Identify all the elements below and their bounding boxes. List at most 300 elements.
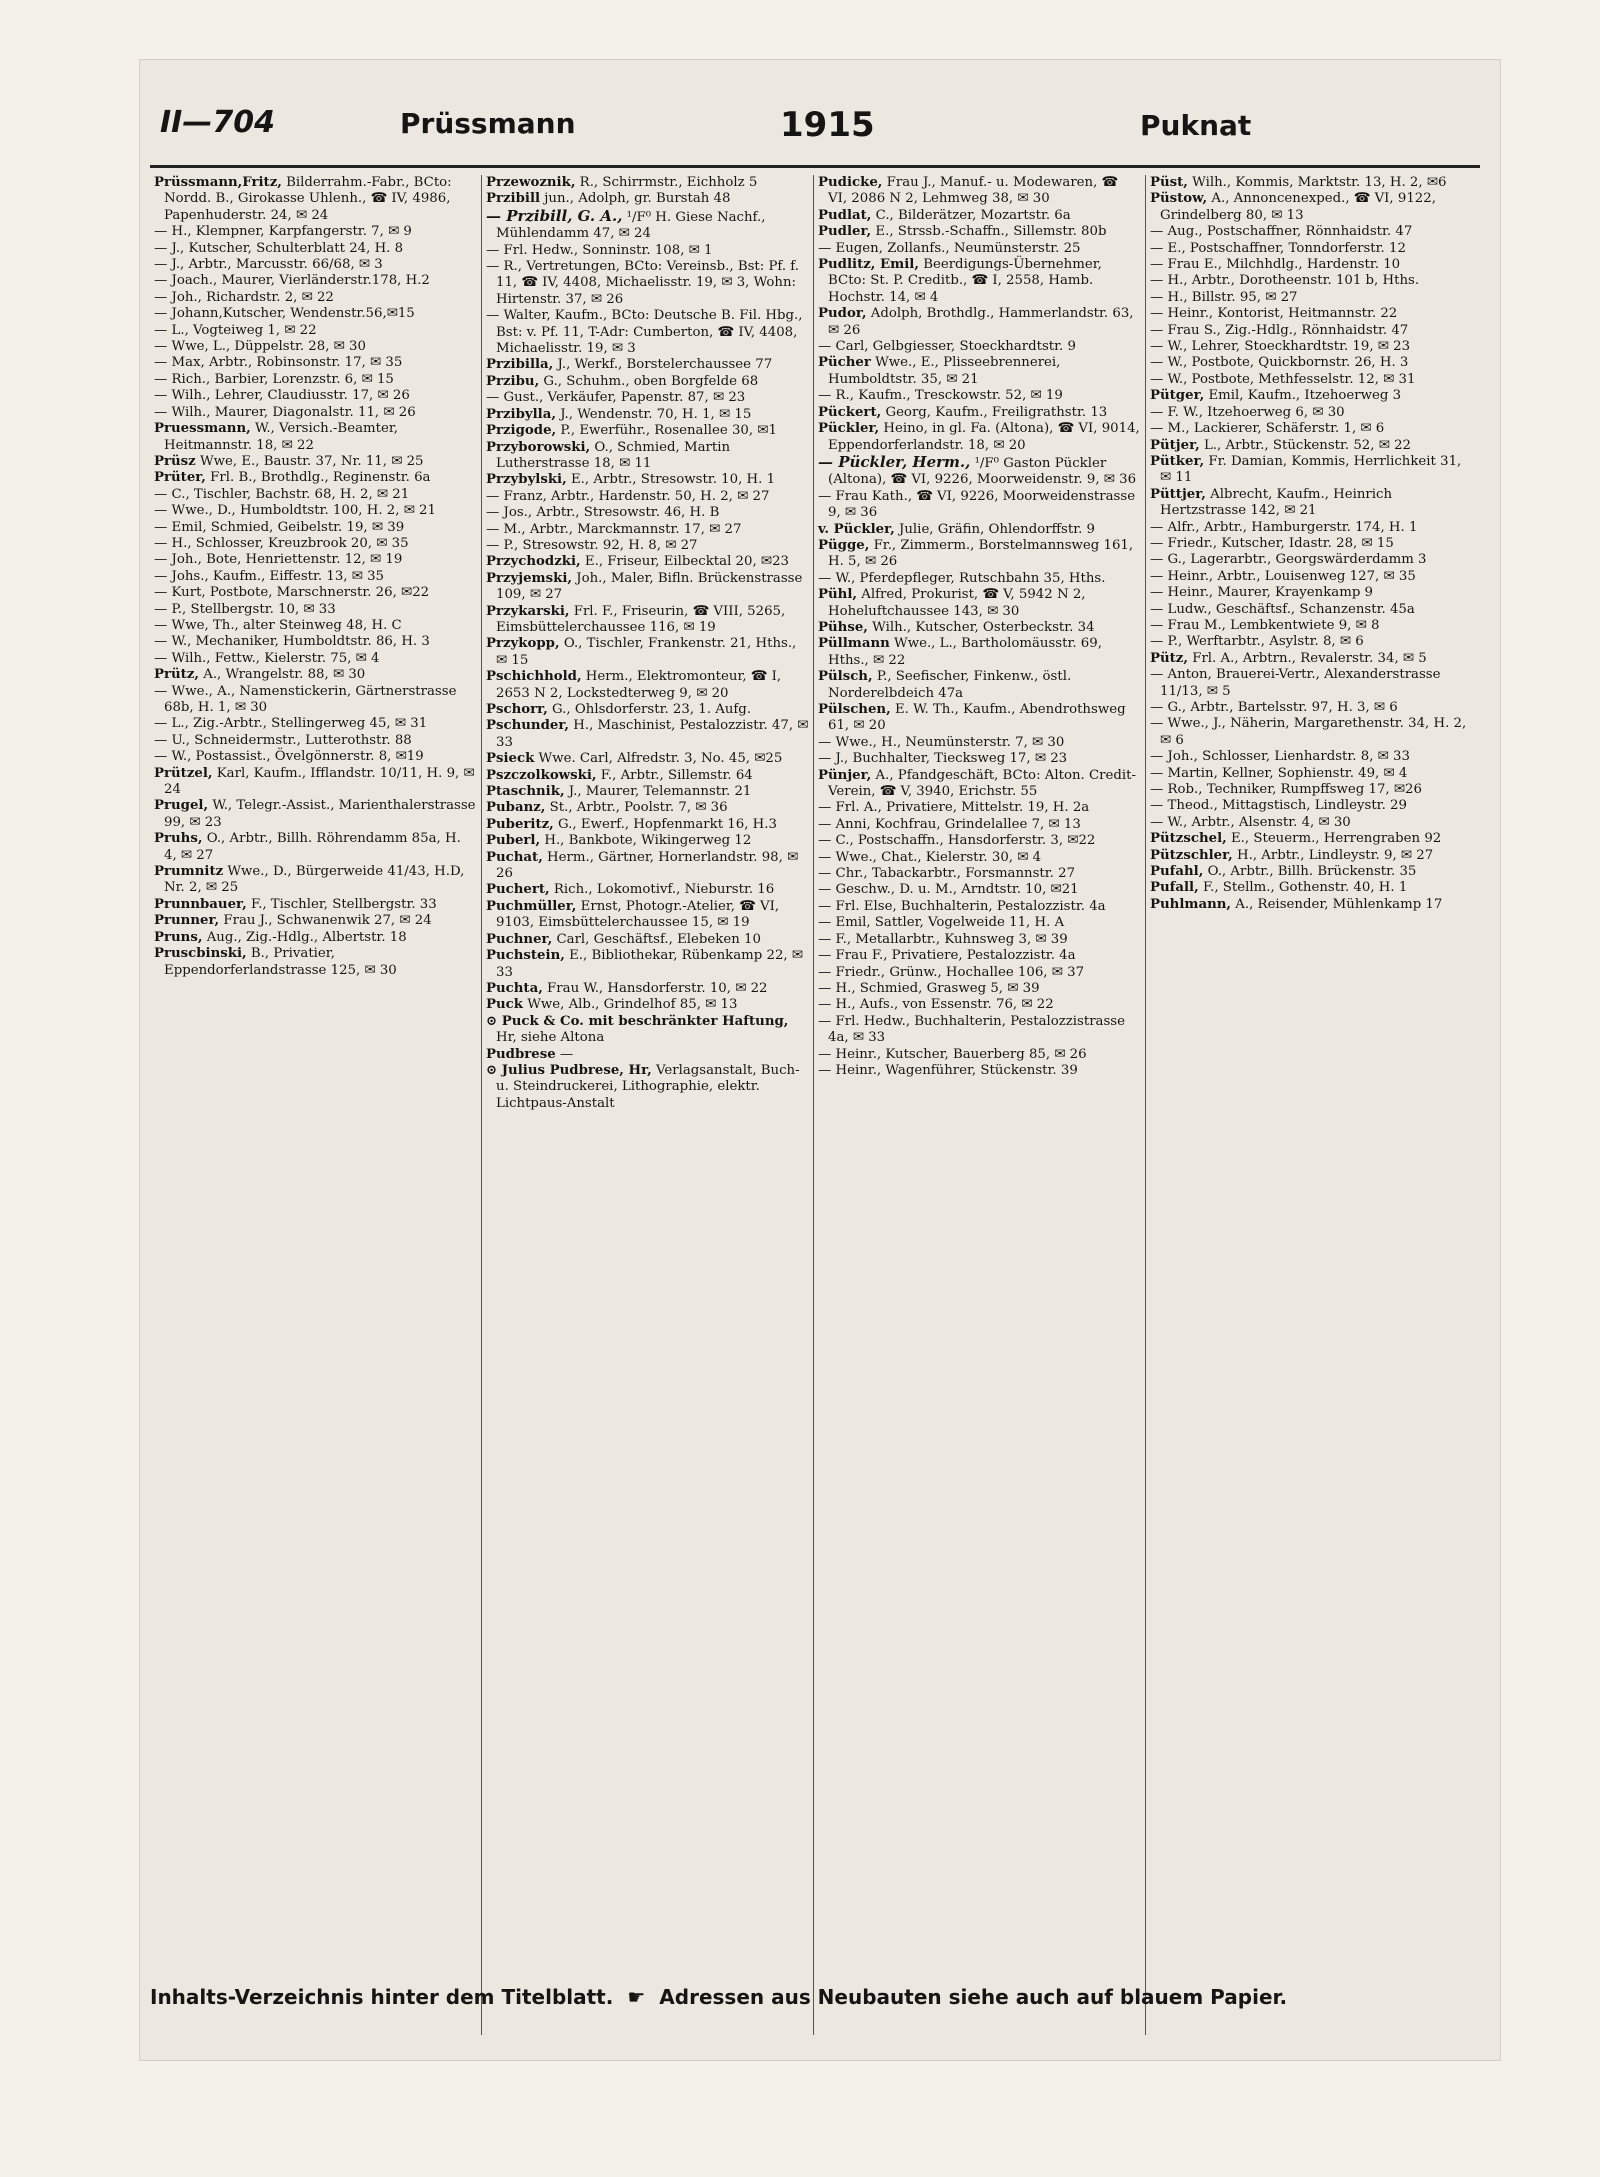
entry-text: Wwe., E., Plisseebrennerei, Humboldtstr. 35, ✉ 21 bbox=[828, 355, 1061, 387]
entry-text: — Joh., Schlosser, Lienhardstr. 8, ✉ 33 bbox=[1150, 749, 1410, 765]
entry-text: Bilderrahm.-Fabr., BCto: Nordd. B., Girokasse Uhlenh., ☎ IV, 4986, Papenhuderstr. 24, ✉ 24 bbox=[164, 175, 452, 223]
directory-entry bbox=[154, 897, 477, 913]
entry-text: H., Maschinist, Pestalozzistr. 47, ✉ 33 bbox=[496, 718, 809, 750]
directory-entry bbox=[486, 899, 809, 932]
entry-name: Püllmann bbox=[818, 636, 890, 652]
directory-entry bbox=[486, 636, 809, 669]
entry-text: Julie, Gräfin, Ohlendorffstr. 9 bbox=[894, 521, 1095, 537]
entry-text: — W., Arbtr., Alsenstr. 4, ✉ 30 bbox=[1150, 814, 1351, 830]
directory-entry bbox=[818, 224, 1141, 240]
entry-text: Wwe, E., Baustr. 37, Nr. 11, ✉ 25 bbox=[195, 453, 424, 469]
directory-entry bbox=[486, 1047, 809, 1063]
entry-text: W., Versich.-Beamter, Heitmannstr. 18, ✉ 22 bbox=[164, 421, 398, 453]
entry-text: — J., Kutscher, Schulterblatt 24, H. 8 bbox=[154, 240, 404, 256]
entry-text: R., Schirrmstr., Eichholz 5 bbox=[575, 175, 758, 190]
entry-name: Pücher bbox=[818, 355, 871, 371]
left-catchword: Prüssmann bbox=[400, 107, 576, 140]
entry-text: — H., Klempner, Karpfangerstr. 7, ✉ 9 bbox=[154, 224, 412, 240]
entry-name: Przigode, bbox=[486, 423, 557, 439]
entry-name: Pückert, bbox=[818, 404, 882, 420]
entry-text: — Aug., Postschaffner, Rönnhaidstr. 47 bbox=[1150, 224, 1413, 240]
directory-entry bbox=[154, 339, 477, 355]
directory-entry bbox=[1150, 536, 1474, 552]
entry-text: E., Friseur, Eilbecktal 20, ✉23 bbox=[580, 554, 789, 570]
entry-name: ⊙ Puck & Co. mit beschränkter Haftung, bbox=[486, 1013, 789, 1029]
directory-entry bbox=[486, 800, 809, 816]
entry-text: F., Tischler, Stellbergstr. 33 bbox=[246, 896, 437, 912]
directory-entry bbox=[818, 1063, 1141, 1079]
directory-entry bbox=[486, 981, 809, 997]
entry-text: — J., Arbtr., Marcusstr. 66/68, ✉ 3 bbox=[154, 257, 383, 273]
directory-entry bbox=[818, 882, 1141, 898]
entry-text: Wilh., Kommis, Marktstr. 13, H. 2, ✉6 bbox=[1187, 175, 1447, 190]
entry-text: Wilh., Kutscher, Osterbeckstr. 34 bbox=[867, 619, 1095, 635]
entry-name: Pügge, bbox=[818, 537, 870, 553]
entry-text: Wwe., L., Bartholomäusstr. 69, Hths., ✉ 22 bbox=[828, 636, 1102, 668]
entry-text: — P., Stellbergstr. 10, ✉ 33 bbox=[154, 601, 336, 617]
entry-text: A., Wrangelstr. 88, ✉ 30 bbox=[199, 667, 366, 683]
directory-entry bbox=[818, 850, 1141, 866]
entry-text: Frau J., Manuf.- u. Modewaren, ☎ VI, 2086 N 2, Lehmweg 38, ✉ 30 bbox=[828, 175, 1119, 207]
directory-entry bbox=[154, 569, 477, 585]
directory-entry bbox=[818, 355, 1141, 388]
directory-entry bbox=[486, 374, 809, 390]
directory-entry bbox=[486, 505, 809, 521]
directory-entry bbox=[154, 634, 477, 650]
entry-text: — Jos., Arbtr., Stresowstr. 46, H. B bbox=[486, 505, 720, 521]
entry-text: Rich., Lokomotivf., Nieburstr. 16 bbox=[549, 882, 775, 898]
entry-text: — Heinr., Arbtr., Louisenweg 127, ✉ 35 bbox=[1150, 568, 1416, 584]
entry-text: — Wwe., Chat., Kielerstr. 30, ✉ 4 bbox=[818, 849, 1042, 865]
directory-entry bbox=[818, 339, 1141, 355]
directory-entry bbox=[486, 243, 809, 259]
entry-text: Frl. A., Arbtrn., Revalerstr. 34, ✉ 5 bbox=[1188, 650, 1427, 666]
entry-text: — W., Mechaniker, Humboldtstr. 86, H. 3 bbox=[154, 634, 430, 650]
directory-entry bbox=[486, 191, 809, 207]
entry-text: — W., Postbote, Quickbornstr. 26, H. 3 bbox=[1150, 355, 1409, 371]
directory-entry bbox=[818, 817, 1141, 833]
entry-text: Georg, Kaufm., Freiligrathstr. 13 bbox=[881, 404, 1108, 420]
entry-text: — Wilh., Maurer, Diagonalstr. 11, ✉ 26 bbox=[154, 404, 416, 420]
directory-entry bbox=[818, 454, 1141, 489]
entry-text: — Rich., Barbier, Lorenzstr. 6, ✉ 15 bbox=[154, 371, 394, 387]
right-catchword: Puknat bbox=[1140, 109, 1252, 142]
directory-entry bbox=[154, 749, 477, 765]
directory-entry bbox=[1150, 421, 1474, 437]
entry-name: Püttjer, bbox=[1150, 486, 1206, 502]
entry-text: Wwe, Alb., Grindelhof 85, ✉ 13 bbox=[522, 997, 738, 1013]
entry-text: Emil, Kaufm., Itzehoerweg 3 bbox=[1204, 388, 1402, 404]
directory-entry bbox=[1150, 257, 1474, 273]
directory-entry bbox=[154, 503, 477, 519]
directory-entry bbox=[154, 684, 477, 717]
entry-text: — Martin, Kellner, Sophienstr. 49, ✉ 4 bbox=[1150, 765, 1408, 781]
pointing-hand-icon: ☛ bbox=[627, 1985, 646, 2009]
entry-text: — Geschw., D. u. M., Arndtstr. 10, ✉21 bbox=[818, 882, 1079, 898]
entry-text: E., Bibliothekar, Rübenkamp 22, ✉ 33 bbox=[496, 948, 804, 980]
entry-name: Püstow, bbox=[1150, 191, 1208, 207]
directory-entry bbox=[1150, 602, 1474, 618]
directory-entry bbox=[154, 388, 477, 404]
directory-entry bbox=[486, 357, 809, 373]
entry-name: Ptaschnik, bbox=[486, 784, 565, 800]
entry-text: — Frau S., Zig.-Hdlg., Rönnhaidstr. 47 bbox=[1150, 322, 1409, 338]
directory-entry bbox=[154, 733, 477, 749]
entry-text: — Frl. Hedw., Buchhalterin, Pestalozzistrasse 4a, ✉ 33 bbox=[818, 1013, 1126, 1046]
entry-text: — C., Postschaffn., Hansdorferstr. 3, ✉22 bbox=[818, 833, 1096, 849]
directory-entry bbox=[154, 946, 477, 979]
entry-text: — Wwe., D., Humboldtstr. 100, H. 2, ✉ 21 bbox=[154, 503, 436, 519]
directory-entry bbox=[486, 423, 809, 439]
directory-entry bbox=[818, 1014, 1141, 1047]
entry-text: P., Ewerführ., Rosenallee 30, ✉1 bbox=[556, 423, 777, 439]
entry-name: Przibu, bbox=[486, 373, 540, 389]
entry-text: — W., Postbote, Methfesselstr. 12, ✉ 31 bbox=[1150, 371, 1416, 387]
page-header bbox=[140, 105, 1480, 165]
directory-entry bbox=[1150, 355, 1474, 371]
entry-name: Pühse, bbox=[818, 619, 868, 635]
directory-entry bbox=[486, 997, 809, 1013]
directory-entry bbox=[486, 1014, 809, 1047]
entry-name: Puchmüller, bbox=[486, 898, 577, 914]
directory-entry bbox=[818, 1047, 1141, 1063]
directory-entry bbox=[1150, 306, 1474, 322]
entry-text: Alfred, Prokurist, ☎ V, 5942 N 2, Hoheluftchaussee 143, ✉ 30 bbox=[828, 587, 1086, 619]
directory-entry bbox=[154, 290, 477, 306]
directory-entry bbox=[1150, 454, 1474, 487]
entry-name: Pruessmann, bbox=[154, 421, 251, 437]
directory-entry bbox=[818, 421, 1141, 454]
entry-text: — Joach., Maurer, Vierländerstr.178, H.2 bbox=[154, 273, 430, 289]
entry-text: — L., Zig.-Arbtr., Stellingerweg 45, ✉ 31 bbox=[154, 716, 428, 732]
entry-name: Puck bbox=[486, 997, 523, 1013]
entry-text: Beerdigungs-Übernehmer, BCto: St. P. Creditb., ☎ I, 2558, Hamb. Hochstr. 14, ✉ 4 bbox=[828, 257, 1102, 305]
entry-name: Pschorr, bbox=[486, 702, 548, 717]
entry-name: Pütker, bbox=[1150, 453, 1205, 469]
entry-name: Prumnitz bbox=[154, 864, 224, 880]
entry-name: Pütz, bbox=[1150, 650, 1188, 666]
entry-text: — bbox=[555, 1046, 574, 1062]
header-rule bbox=[150, 165, 1480, 168]
directory-entry bbox=[1150, 667, 1474, 700]
directory-entry bbox=[1150, 749, 1474, 765]
entry-text: — Wwe, Th., alter Steinweg 48, H. C bbox=[154, 617, 402, 633]
directory-entry bbox=[818, 751, 1141, 767]
directory-entry bbox=[818, 800, 1141, 816]
entry-text: Carl, Geschäftsf., Elebeken 10 bbox=[552, 931, 761, 947]
entry-name: Pszczolkowski, bbox=[486, 767, 597, 783]
directory-entry bbox=[1150, 618, 1474, 634]
entry-name: ⊙ Julius Pudbrese, Hr, bbox=[486, 1062, 652, 1078]
footer-right-note: Adressen aus Neubauten siehe auch auf blauem Papier. bbox=[659, 1985, 1288, 2009]
entry-name: Pützschel, bbox=[1150, 831, 1227, 847]
directory-entry bbox=[1150, 831, 1474, 847]
directory-entry bbox=[486, 751, 809, 767]
entry-name: Przybylski, bbox=[486, 472, 567, 488]
directory-entry bbox=[818, 915, 1141, 931]
entry-name: Przykarski, bbox=[486, 603, 570, 619]
entry-name: Przibylla, bbox=[486, 406, 556, 422]
entry-text: O., Arbtr., Billh. Brückenstr. 35 bbox=[1203, 864, 1417, 880]
directory-entry bbox=[154, 372, 477, 388]
entry-name: Pruns, bbox=[154, 929, 203, 945]
directory-entry bbox=[1150, 569, 1474, 585]
entry-text: — Ludw., Geschäftsf., Schanzenstr. 45a bbox=[1150, 601, 1415, 617]
entry-name: Przibill bbox=[486, 191, 541, 207]
entry-text: J., Maurer, Telemannstr. 21 bbox=[564, 784, 752, 800]
entry-text: F., Arbtr., Sillemstr. 64 bbox=[596, 767, 753, 783]
entry-name: Przibilla, bbox=[486, 357, 554, 373]
entry-text: — G., Arbtr., Bartelsstr. 97, H. 3, ✉ 6 bbox=[1150, 700, 1398, 715]
directory-entry bbox=[818, 175, 1141, 208]
directory-entry bbox=[818, 405, 1141, 421]
directory-entry bbox=[818, 489, 1141, 522]
directory-entry bbox=[486, 571, 809, 604]
entry-text: Heino, in gl. Fa. (Altona), ☎ VI, 9014, Eppendorferlandstr. 18, ✉ 20 bbox=[828, 421, 1140, 453]
directory-entry bbox=[1150, 241, 1474, 257]
directory-entry bbox=[486, 1063, 809, 1112]
entry-name: — Przibill, G. A., bbox=[486, 206, 623, 225]
entry-name: Pufall, bbox=[1150, 880, 1199, 896]
directory-entry bbox=[154, 798, 477, 831]
entry-name: Puchat, bbox=[486, 849, 543, 865]
entry-text: — Carl, Gelbgiesser, Stoeckhardtstr. 9 bbox=[818, 339, 1076, 355]
entry-text: Aug., Zig.-Hdlg., Albertstr. 18 bbox=[202, 929, 407, 945]
entry-text: — U., Schneidermstr., Lutterothstr. 88 bbox=[154, 732, 412, 748]
directory-entry bbox=[154, 421, 477, 454]
directory-entry bbox=[1150, 766, 1474, 782]
entry-text: A., Reisender, Mühlenkamp 17 bbox=[1231, 896, 1443, 912]
entry-text: Fr., Zimmerm., Borstelmannsweg 161, H. 5, ✉ 26 bbox=[828, 537, 1134, 570]
directory-entry bbox=[154, 175, 477, 224]
entry-name: Pünjer, bbox=[818, 767, 872, 783]
entry-text: Verlagsanstalt, Buch- u. Steindruckerei, Lithographie, elektr. Lichtpaus-Anstalt bbox=[496, 1062, 800, 1111]
entry-text: — Frau M., Lembkentwiete 9, ✉ 8 bbox=[1150, 617, 1380, 633]
entry-name: Pudlat, bbox=[818, 207, 872, 223]
directory-entry bbox=[818, 257, 1141, 306]
entry-text: — R., Vertretungen, BCto: Vereinsb., Bst: Pf. f. 11, ☎ IV, 4408, Michaelisstr. 19, ✉ 3, Wohn: Hirtenstr. 37, ✉ 26 bbox=[486, 259, 799, 307]
entry-text: — H., Billstr. 95, ✉ 27 bbox=[1150, 289, 1298, 305]
column-1 bbox=[150, 175, 482, 2035]
entry-name: Przewoznik, bbox=[486, 175, 576, 190]
entry-text: — Frl. Hedw., Sonninstr. 108, ✉ 1 bbox=[486, 242, 713, 258]
entry-text: A., Annoncenexped., ☎ VI, 9122, Grindelberg 80, ✉ 13 bbox=[1160, 191, 1436, 223]
entry-text: — E., Postschaffner, Tonndorferstr. 12 bbox=[1150, 240, 1406, 256]
directory-entry bbox=[486, 948, 809, 981]
directory-entry bbox=[1150, 438, 1474, 454]
entry-text: — Frl. A., Privatiere, Mittelstr. 19, H. 2a bbox=[818, 800, 1090, 816]
page-footer bbox=[150, 1985, 1490, 2009]
directory-entry bbox=[1150, 323, 1474, 339]
entry-name: Pudicke, bbox=[818, 175, 883, 190]
directory-entry bbox=[818, 571, 1141, 587]
entry-name: Puberitz, bbox=[486, 816, 554, 832]
entry-text: E., Strssb.-Schaffn., Sillemstr. 80b bbox=[871, 224, 1107, 240]
directory-entry bbox=[1150, 700, 1474, 716]
entry-name: Prüsz bbox=[154, 453, 196, 469]
directory-entry bbox=[1150, 224, 1474, 240]
directory-entry bbox=[486, 522, 809, 538]
directory-entry bbox=[154, 306, 477, 322]
entry-name: Pudler, bbox=[818, 224, 872, 240]
entry-text: — Wwe, L., Düppelstr. 28, ✉ 30 bbox=[154, 339, 366, 355]
entry-text: jun., Adolph, gr. Burstah 48 bbox=[540, 191, 731, 207]
entry-text: — F., Metallarbtr., Kuhnsweg 3, ✉ 39 bbox=[818, 931, 1068, 947]
entry-name: Puchert, bbox=[486, 882, 550, 898]
directory-entry bbox=[154, 913, 477, 929]
entry-name: Przykopp, bbox=[486, 636, 560, 652]
directory-entry bbox=[1150, 520, 1474, 536]
directory-entry bbox=[1150, 864, 1474, 880]
entry-text: — G., Lagerarbtr., Georgswärderdamm 3 bbox=[1150, 552, 1427, 568]
entry-text: — W., Postassist., Övelgönnerstr. 8, ✉19 bbox=[154, 749, 424, 765]
directory-entry bbox=[486, 768, 809, 784]
directory-entry bbox=[154, 454, 477, 470]
directory-entry bbox=[154, 355, 477, 371]
directory-entry bbox=[1150, 798, 1474, 814]
entry-text: — Max, Arbtr., Robinsonstr. 17, ✉ 35 bbox=[154, 355, 403, 371]
entry-text: — Anni, Kochfrau, Grindelallee 7, ✉ 13 bbox=[818, 816, 1081, 832]
entry-text: — Friedr., Kutscher, Idastr. 28, ✉ 15 bbox=[1150, 535, 1394, 551]
entry-text: E., Arbtr., Stresowstr. 10, H. 1 bbox=[566, 472, 776, 488]
entry-text: H., Bankbote, Wikingerweg 12 bbox=[540, 833, 752, 849]
directory-entry bbox=[818, 620, 1141, 636]
entry-name: Püst, bbox=[1150, 175, 1188, 190]
directory-entry bbox=[154, 585, 477, 601]
entry-text: Herm., Gärtner, Hornerlandstr. 98, ✉ 26 bbox=[496, 849, 799, 882]
entry-name: Pschichhold, bbox=[486, 669, 582, 685]
directory-entry bbox=[154, 470, 477, 486]
entry-text: — Chr., Tabackarbtr., Forsmannstr. 27 bbox=[818, 866, 1076, 882]
entry-text: Adolph, Brothdlg., Hammerlandstr. 63, ✉ 26 bbox=[828, 306, 1134, 338]
directory-entry bbox=[1150, 634, 1474, 650]
entry-text: — J., Buchhalter, Tiecksweg 17, ✉ 23 bbox=[818, 751, 1068, 767]
entry-name: Puchner, bbox=[486, 931, 553, 947]
directory-entry bbox=[818, 522, 1141, 538]
entry-text: Frl. F., Friseurin, ☎ VIII, 5265, Eimsbüttelerchaussee 116, ✉ 19 bbox=[496, 603, 786, 635]
directory-entry bbox=[818, 899, 1141, 915]
entry-text: — Wilh., Lehrer, Claudiusstr. 17, ✉ 26 bbox=[154, 388, 410, 404]
directory-entry bbox=[818, 965, 1141, 981]
entry-text: — C., Tischler, Bachstr. 68, H. 2, ✉ 21 bbox=[154, 486, 410, 502]
directory-entry bbox=[486, 538, 809, 554]
entry-name: — Pückler, Herm., bbox=[818, 452, 971, 471]
entry-text: — Joh., Richardstr. 2, ✉ 22 bbox=[154, 289, 334, 305]
entry-text: — Franz, Arbtr., Hardenstr. 50, H. 2, ✉ 27 bbox=[486, 488, 770, 504]
entry-text: — Emil, Sattler, Vogelweide 11, H. A bbox=[818, 915, 1065, 931]
entry-text: Hr, siehe Altona bbox=[496, 1030, 605, 1046]
directory-entry bbox=[818, 833, 1141, 849]
column-4 bbox=[1146, 175, 1478, 2035]
entry-name: Pückler, bbox=[818, 421, 880, 437]
year: 1915 bbox=[780, 105, 875, 145]
entry-text: Albrecht, Kaufm., Heinrich Hertzstrasse 142, ✉ 21 bbox=[1160, 486, 1393, 519]
entry-text: F., Stellm., Gothenstr. 40, H. 1 bbox=[1198, 880, 1408, 896]
entry-name: Prunnbauer, bbox=[154, 896, 247, 912]
directory-entry bbox=[486, 472, 809, 488]
entry-text: — M., Lackierer, Schäferstr. 1, ✉ 6 bbox=[1150, 421, 1385, 437]
directory-entry bbox=[486, 604, 809, 637]
directory-entry bbox=[1150, 716, 1474, 749]
entry-text: G., Schuhm., oben Borgfelde 68 bbox=[539, 373, 759, 389]
entry-text: Wwe., D., Bürgerweide 41/43, H.D, Nr. 2, ✉ 25 bbox=[164, 864, 465, 896]
entry-text: — Frau Kath., ☎ VI, 9226, Moorweidenstrasse 9, ✉ 36 bbox=[818, 488, 1136, 521]
entry-name: Przyjemski, bbox=[486, 570, 573, 586]
entry-text: Karl, Kaufm., Ifflandstr. 10/11, H. 9, ✉ 24 bbox=[164, 765, 475, 798]
entry-text: — Theod., Mittagstisch, Lindleystr. 29 bbox=[1150, 798, 1407, 814]
entry-text: E., Steuerm., Herrengraben 92 bbox=[1226, 831, 1442, 847]
entry-text: A., Pfandgeschäft, BCto: Alton. Credit-Verein, ☎ V, 3940, Erichstr. 55 bbox=[828, 767, 1136, 800]
directory-page bbox=[140, 60, 1500, 2060]
entry-text: — Frl. Else, Buchhalterin, Pestalozzistr. 4a bbox=[818, 898, 1106, 914]
directory-entry bbox=[154, 930, 477, 946]
directory-entry bbox=[486, 259, 809, 308]
entry-name: Prüter, bbox=[154, 470, 206, 486]
entry-text: — Wilh., Fettw., Kielerstr. 75, ✉ 4 bbox=[154, 650, 380, 666]
directory-entry bbox=[1150, 388, 1474, 404]
entry-text: — Johs., Kaufm., Eiffestr. 13, ✉ 35 bbox=[154, 568, 385, 584]
entry-text: — Rob., Techniker, Rumpffsweg 17, ✉26 bbox=[1150, 782, 1422, 798]
entry-name: Puchstein, bbox=[486, 948, 565, 964]
entry-text: L., Arbtr., Stückenstr. 52, ✉ 22 bbox=[1199, 437, 1412, 453]
directory-entry bbox=[154, 864, 477, 897]
directory-entry bbox=[486, 784, 809, 800]
directory-entry bbox=[1150, 273, 1474, 289]
entry-text: — Friedr., Grünw., Hochallee 106, ✉ 37 bbox=[818, 964, 1085, 980]
directory-entry bbox=[1150, 782, 1474, 798]
entry-text: C., Bilderätzer, Mozartstr. 6a bbox=[871, 207, 1071, 223]
entry-name: Pubanz, bbox=[486, 800, 546, 816]
directory-entry bbox=[1150, 372, 1474, 388]
entry-name: v. Pückler, bbox=[818, 521, 895, 537]
directory-entry bbox=[154, 487, 477, 503]
entry-text: — Alfr., Arbtr., Hamburgerstr. 174, H. 1 bbox=[1150, 519, 1418, 535]
entry-text: — Heinr., Wagenführer, Stückenstr. 39 bbox=[818, 1062, 1078, 1078]
entry-text: — R., Kaufm., Tresckowstr. 52, ✉ 19 bbox=[818, 388, 1063, 404]
entry-text: W., Telegr.-Assist., Marienthalerstrasse 99, ✉ 23 bbox=[164, 798, 476, 830]
directory-entry bbox=[486, 489, 809, 505]
directory-entry bbox=[818, 735, 1141, 751]
entry-name: Puberl, bbox=[486, 833, 541, 849]
entry-text: H., Arbtr., Lindleystr. 9, ✉ 27 bbox=[1232, 847, 1434, 863]
entry-name: Pudbrese bbox=[486, 1046, 556, 1062]
entry-name: Puchta, bbox=[486, 980, 543, 996]
entry-name: Prugel, bbox=[154, 798, 209, 814]
entry-name: Pütjer, bbox=[1150, 437, 1200, 453]
entry-name: Pruscbinski, bbox=[154, 946, 247, 962]
entry-name: Prützel, bbox=[154, 765, 213, 781]
directory-entry bbox=[818, 997, 1141, 1013]
directory-entry bbox=[818, 768, 1141, 801]
entry-name: Puhlmann, bbox=[1150, 896, 1232, 912]
entry-text: O., Arbtr., Billh. Röhrendamm 85a, H. 4, ✉ 27 bbox=[164, 831, 461, 863]
directory-entry bbox=[818, 669, 1141, 702]
directory-entry bbox=[1150, 585, 1474, 601]
directory-entry bbox=[154, 536, 477, 552]
directory-entry bbox=[486, 833, 809, 849]
directory-entry bbox=[486, 440, 809, 473]
entry-text: — F. W., Itzehoerweg 6, ✉ 30 bbox=[1150, 404, 1345, 420]
entry-text: — Heinr., Kontorist, Heitmannstr. 22 bbox=[1150, 306, 1398, 322]
directory-entry bbox=[1150, 405, 1474, 421]
directory-entry bbox=[1150, 191, 1474, 224]
entry-text: — Frau E., Milchhdlg., Hardenstr. 10 bbox=[1150, 257, 1401, 273]
column-2 bbox=[482, 175, 814, 2035]
directory-entry bbox=[486, 554, 809, 570]
directory-entry bbox=[154, 667, 477, 683]
directory-entry bbox=[1150, 848, 1474, 864]
directory-entry bbox=[154, 257, 477, 273]
